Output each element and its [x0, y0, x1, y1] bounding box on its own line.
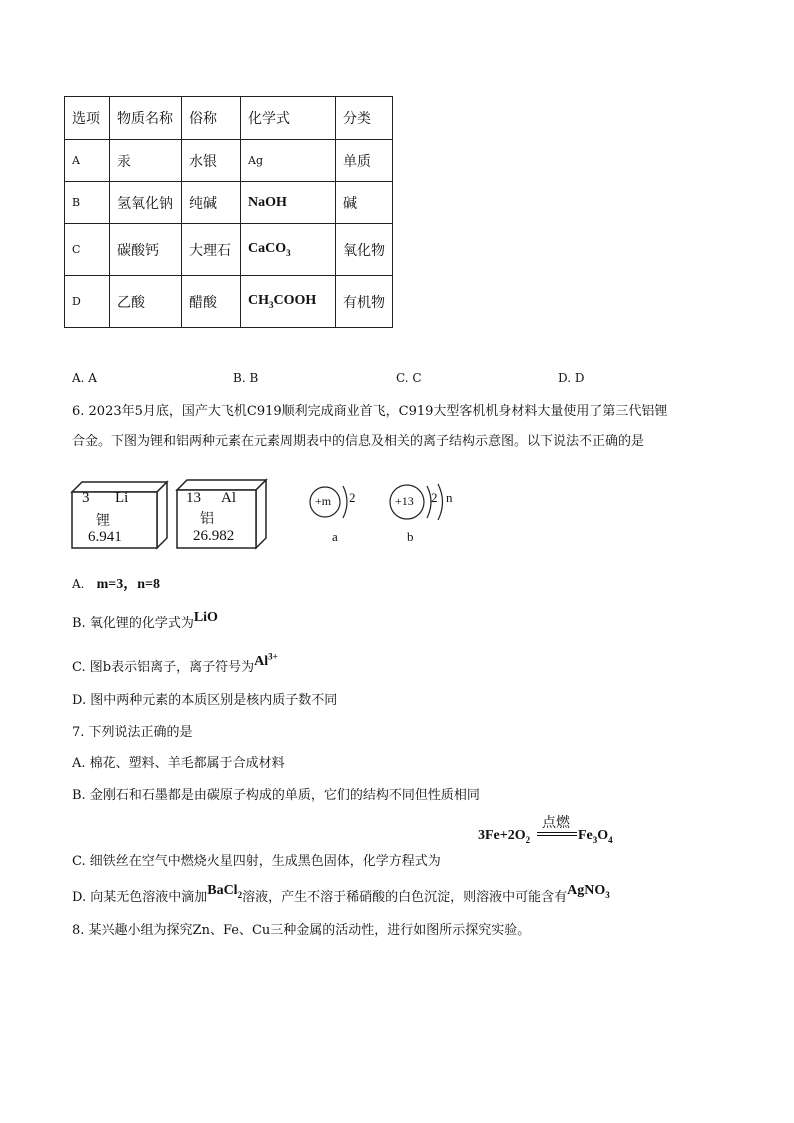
- category-cell: 有机物: [336, 276, 393, 328]
- al-atomic-number: 13: [186, 490, 201, 506]
- ion-b-shell-2: n: [446, 490, 453, 505]
- q6-option-c: [72, 651, 278, 676]
- al-name: 铝: [200, 511, 214, 527]
- q6-stem-line2: 合金。下图为锂和铝两种元素在元素周期表中的信息及相关的离子结构示意图。以下说法不正确的是: [72, 434, 645, 449]
- option-text: B. 氧化锂的化学式为: [72, 616, 194, 631]
- q6-stem-line1: 6. 2023年5月底，国产大飞机C919顺利完成商业首飞，C919大型客机机身材料大量使用了第三代铝锂: [72, 404, 668, 419]
- category-cell: 氧化物: [336, 224, 393, 276]
- product-fe: Fe: [578, 828, 593, 843]
- ion-b-shell-1: 2: [431, 490, 438, 505]
- common-name-cell: 醋酸: [182, 276, 241, 328]
- equation-subscript: 2: [525, 834, 531, 845]
- reagent-subscript: 2: [237, 889, 243, 900]
- equation-reactants: 3Fe+2O: [478, 828, 526, 843]
- reagent-formula: [207, 883, 242, 898]
- category-cell: 单质: [336, 140, 393, 182]
- q6-option-a: [72, 573, 160, 593]
- ion-a-label: a: [332, 529, 338, 544]
- table-row: [65, 182, 393, 224]
- option-b-formula: LiO: [193, 610, 218, 625]
- product-o: O: [597, 828, 609, 843]
- combustion-equation: [478, 828, 530, 845]
- common-name-cell: 纯碱: [182, 182, 241, 224]
- equation-arrow-line-2: [537, 835, 577, 836]
- q6-option-d: D. 图中两种元素的本质区别是核内质子数不同: [72, 693, 338, 708]
- choice-a: A. A: [72, 371, 97, 385]
- agno3-main: AgNO: [567, 883, 606, 898]
- ion-a-shell-1: 2: [349, 490, 356, 505]
- formula-subscript: 3: [269, 299, 274, 310]
- name-cell: 乙酸: [110, 276, 182, 328]
- name-cell: 汞: [110, 140, 182, 182]
- ion-a-graphic: [305, 482, 365, 522]
- header-cell: 物质名称: [110, 97, 182, 140]
- q8-stem: 8. 某兴趣小组为探究Zn、Fe、Cu三种金属的活动性，进行如图所示探究实验。: [72, 923, 531, 938]
- formula-cell: Ag: [241, 140, 336, 182]
- option-c-ion: [254, 651, 278, 669]
- header-cell: 俗称: [182, 97, 241, 140]
- ion-charge: 3+: [268, 651, 278, 662]
- equation-product: [578, 828, 613, 845]
- ion-b-label: b: [407, 529, 414, 544]
- formula-cell: [241, 276, 336, 328]
- ion-b-nucleus: +13: [395, 494, 414, 508]
- formula-cell: [241, 224, 336, 276]
- formula-main: CaCO: [248, 241, 287, 257]
- li-name: 锂: [96, 513, 110, 529]
- option-text: C. 图b表示铝离子，离子符号为: [72, 660, 255, 675]
- common-name-cell: 水银: [182, 140, 241, 182]
- ion-a-nucleus: +m: [315, 494, 332, 508]
- q7-option-a: A. 棉花、塑料、羊毛都属于合成材料: [72, 756, 285, 771]
- formula-part: COOH: [273, 293, 317, 309]
- table-row: [65, 224, 393, 276]
- q7-stem: 7. 下列说法正确的是: [72, 725, 193, 740]
- name-cell: 碳酸钙: [110, 224, 182, 276]
- equation-condition: 点燃: [542, 815, 570, 831]
- product-sub-1: 3: [592, 834, 598, 845]
- q7-option-b: B. 金刚石和石墨都是由碳原子构成的单质，它们的结构不同但性质相同: [72, 788, 480, 803]
- q7-option-d: [72, 883, 610, 907]
- li-symbol: Li: [115, 490, 129, 506]
- option-text: D. 向某无色溶液中滴加: [72, 890, 208, 905]
- q6-option-b: [72, 612, 218, 632]
- option-cell: A: [65, 140, 110, 182]
- header-cell: 化学式: [241, 97, 336, 140]
- category-cell: 碱: [336, 182, 393, 224]
- product-sub-2: 4: [608, 834, 613, 845]
- li-mass: 6.941: [88, 529, 122, 545]
- agno3-formula: [567, 883, 610, 898]
- common-name-cell: 大理石: [182, 224, 241, 276]
- choice-c: C. C: [396, 371, 422, 385]
- option-cell: B: [65, 182, 110, 224]
- header-cell: 选项: [65, 97, 110, 140]
- option-cell: C: [65, 224, 110, 276]
- al-symbol: Al: [221, 490, 236, 506]
- formula-cell: NaOH: [241, 182, 336, 224]
- ion-symbol: Al: [254, 654, 269, 669]
- option-a-formula: m=3，n=8: [96, 577, 161, 592]
- formula-subscript: 3: [286, 247, 291, 258]
- header-cell: 分类: [336, 97, 393, 140]
- table-row: [65, 140, 393, 182]
- equation-arrow-line-1: [537, 832, 577, 833]
- option-cell: D: [65, 276, 110, 328]
- table-row: [65, 276, 393, 328]
- option-text-cont: 溶液，产生不溶于稀硝酸的白色沉淀，则溶液中可能含有: [242, 890, 568, 905]
- q7-option-c: C. 细铁丝在空气中燃烧火星四射，生成黑色固体，化学方程式为: [72, 854, 441, 869]
- al-mass: 26.982: [193, 528, 235, 544]
- agno3-subscript: 3: [605, 889, 610, 900]
- name-cell: 氢氧化钠: [110, 182, 182, 224]
- choice-b: B. B: [233, 371, 259, 385]
- reagent-main: BaCl: [207, 883, 238, 898]
- formula-part: CH: [248, 293, 269, 309]
- option-letter: A.: [72, 577, 85, 591]
- li-atomic-number: 3: [82, 490, 90, 506]
- table-header-row: [65, 97, 393, 140]
- options-table: [64, 96, 393, 328]
- choice-d: D. D: [558, 371, 585, 385]
